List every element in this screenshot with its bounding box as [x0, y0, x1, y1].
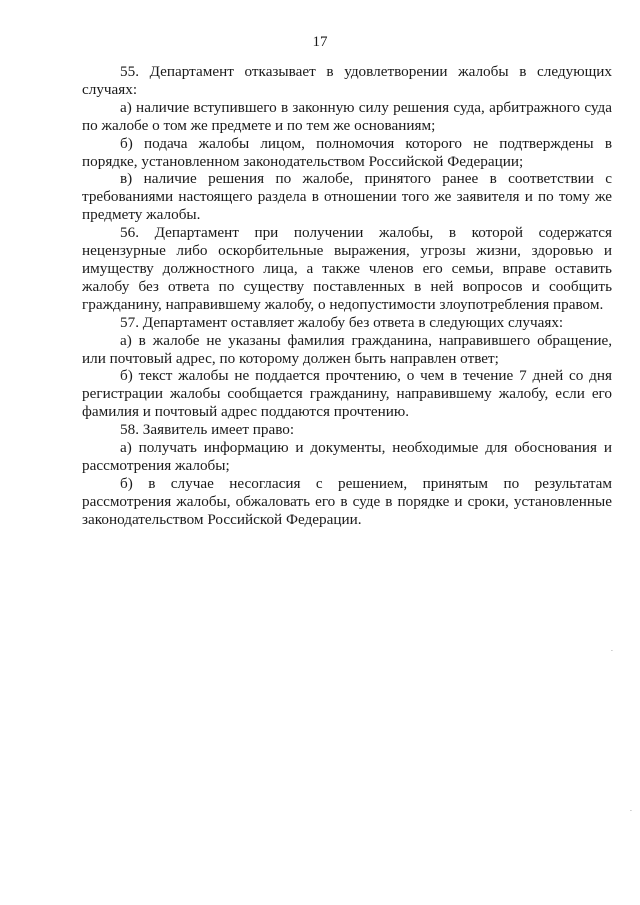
paragraph-55-b: б) подача жалобы лицом, полномочия которого не подтверждены в порядке, установленном законодательством Российской Федерации; — [82, 134, 612, 170]
paragraph-58: 58. Заявитель имеет право: — [120, 421, 295, 439]
scan-artifact-dot: · — [630, 808, 632, 815]
paragraph-55-v: в) наличие решения по жалобе, принятого ранее в соответствии с требованиями настоящего раздела в отношении того же заявителя и по тому же предмету жалобы. — [82, 170, 612, 224]
paragraph-58-a: а) получать информацию и документы, необходимые для обоснования и рассмотрения жалобы; — [82, 439, 612, 474]
paragraph-55-a: а) наличие вступившего в законную силу решения суда, арбитражного суда по жалобе о том же предмете и по тем же основаниям; — [82, 98, 612, 134]
paragraph-57: 57. Департамент оставляет жалобу без ответа в следующих случаях: — [120, 313, 564, 331]
paragraph-57-b: б) текст жалобы не поддается прочтению, о чем в течение 7 дней со дня регистрации жалобы сообщается гражданину, направившему жалобу, если его фамилия и почтовый адрес поддаются прочтению. — [82, 367, 612, 421]
document-body — [82, 63, 612, 529]
paragraph-56: 56. Департамент при получении жалобы, в которой содержатся нецензурные либо оскорбительные выражения, угрозы жизни, здоровью и имуществу должностного лица, а также членов его семьи, вправе оставить жалобу без ответа по существу поставленных в ней вопросов и сообщить гражданину, направившему жалобу, о недопустимости злоупотребления правом. — [82, 224, 612, 313]
paragraph-57-a: а) в жалобе не указаны фамилия гражданина, направившего обращение, или почтовый адрес, по которому должен быть направлен ответ; — [82, 331, 612, 367]
paragraph-55: 55. Департамент отказывает в удовлетворении жалобы в следующих случаях: — [82, 63, 612, 98]
page-number: 17 — [312, 34, 328, 50]
paragraph-58-b: б) в случае несогласия с решением, принятым по результатам рассмотрения жалобы, обжаловать его в суде в порядке и сроки, установленные законодательством Российской Федерации. — [82, 474, 612, 528]
scan-artifact-dot: · — [611, 648, 613, 655]
